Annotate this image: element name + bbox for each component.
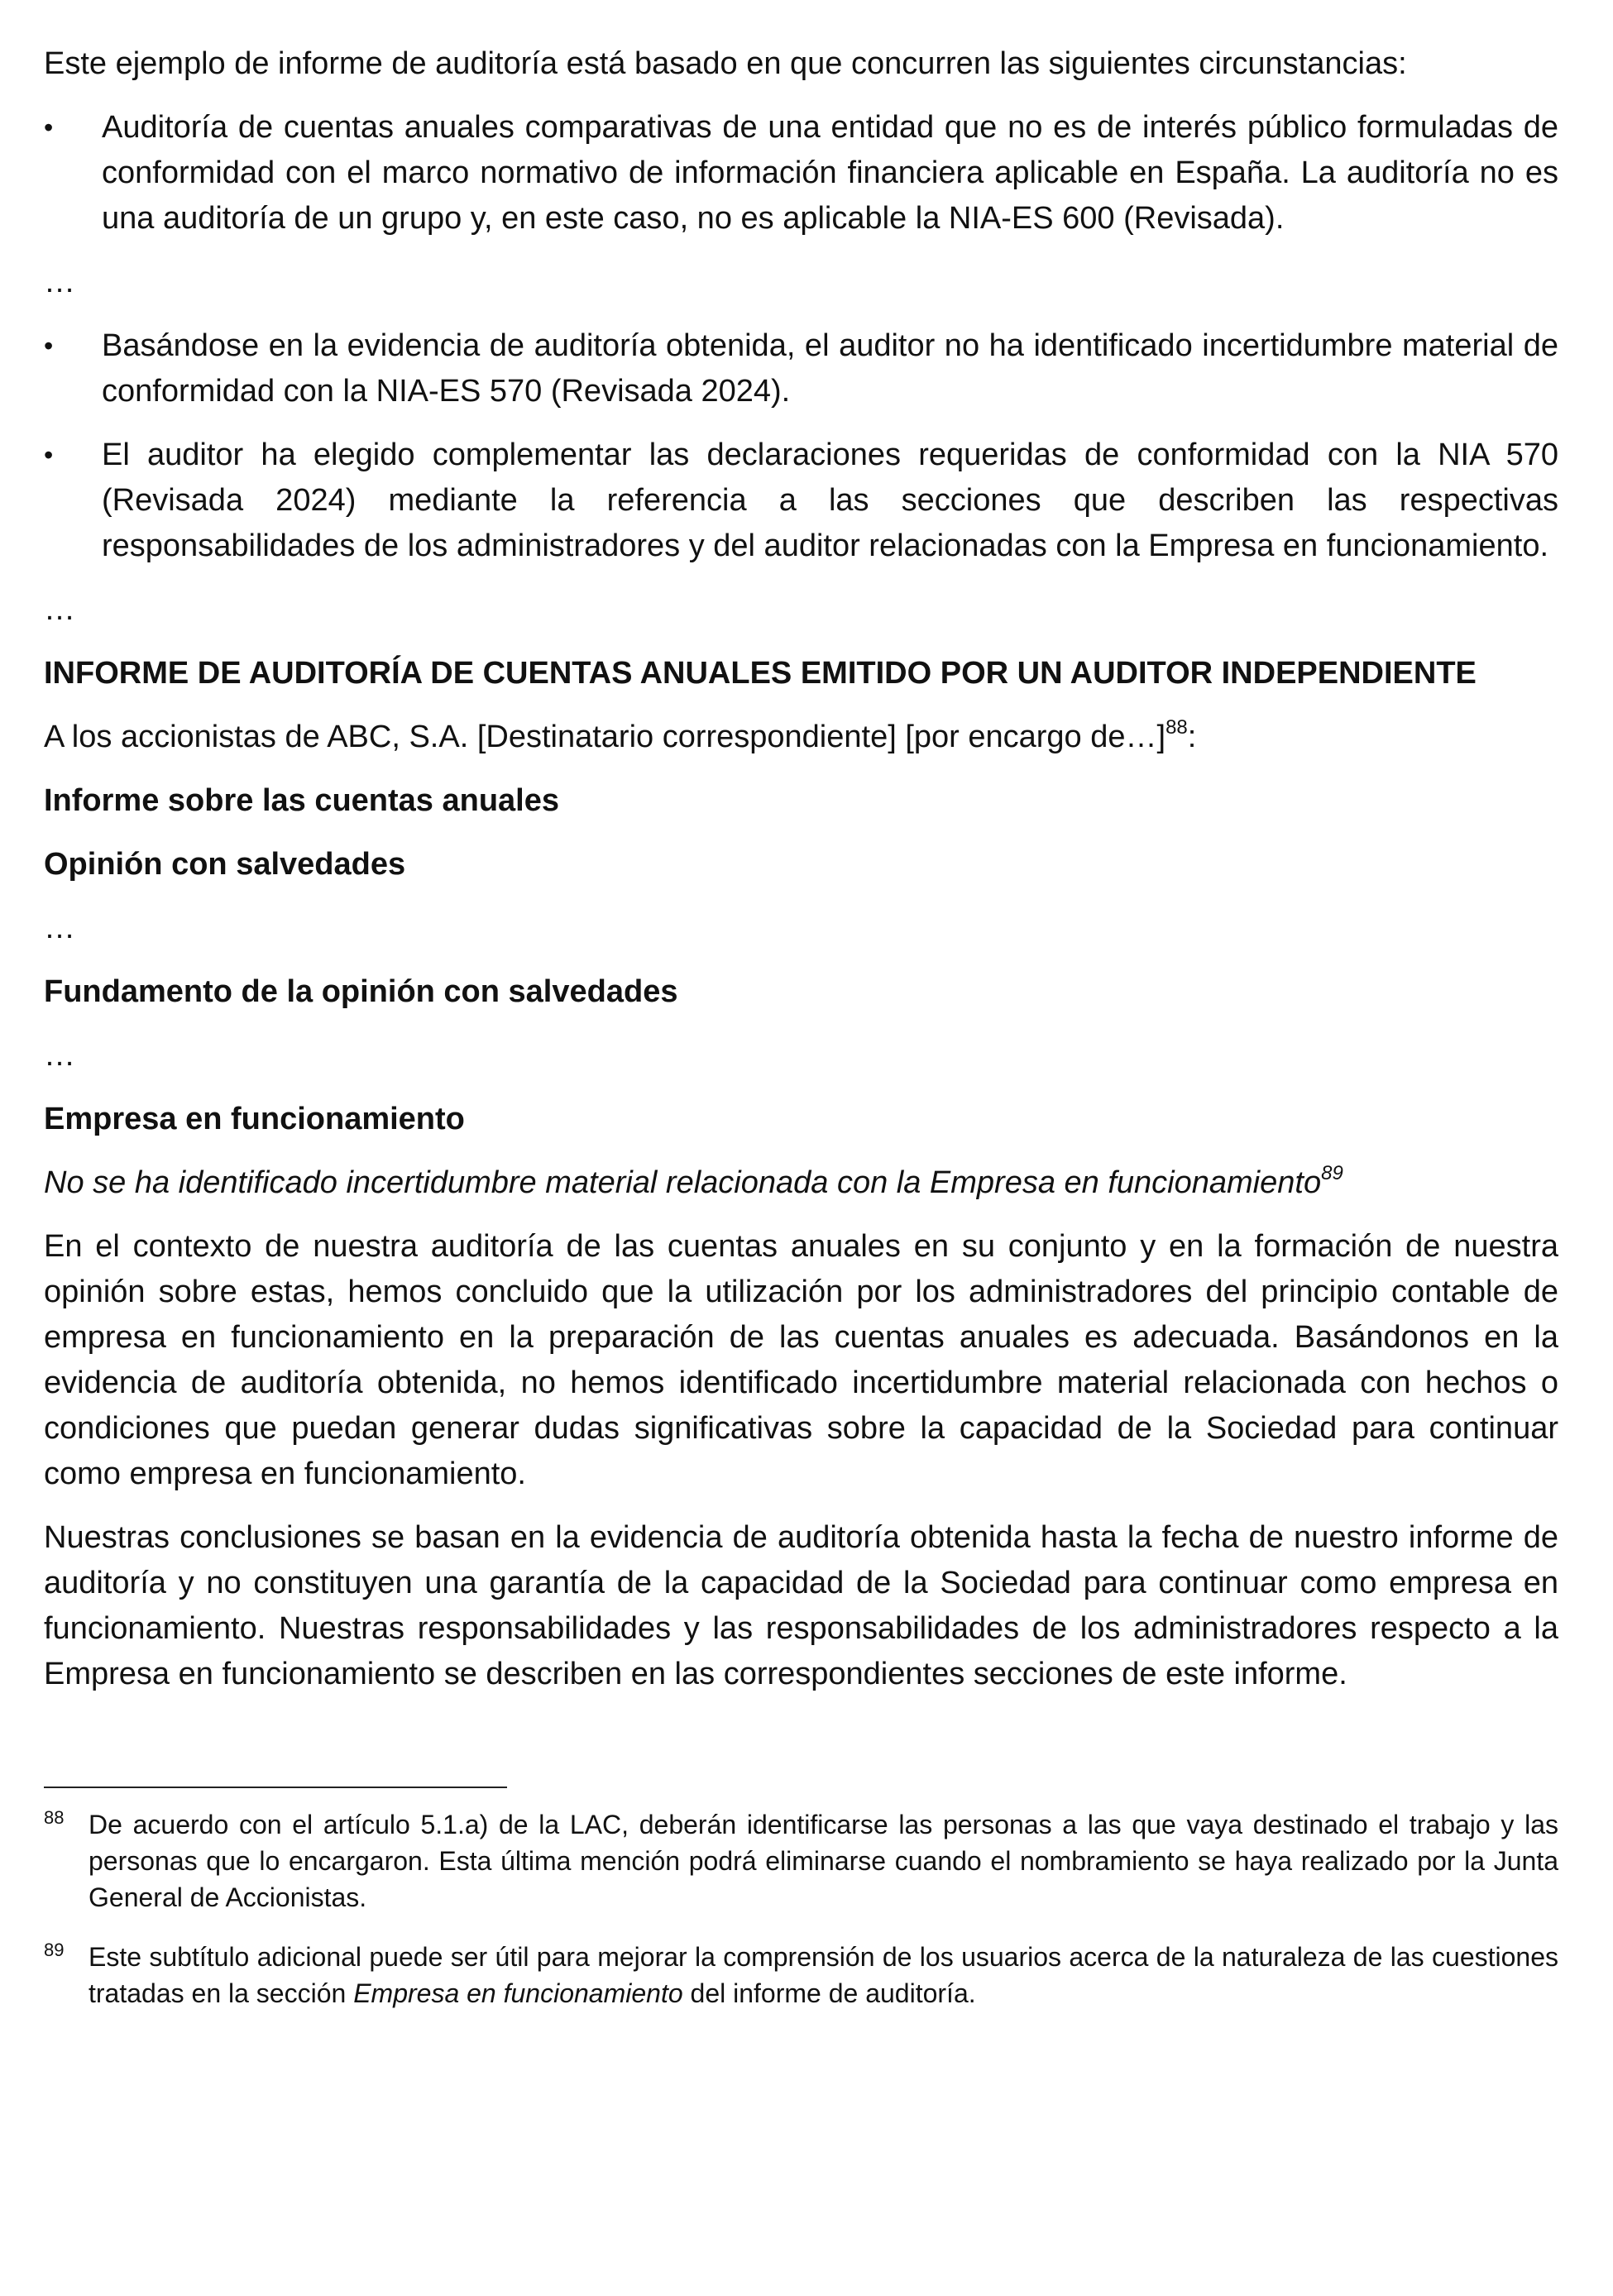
footnote-separator	[44, 1787, 507, 1788]
bullet-item: • Auditoría de cuentas anuales comparativas de una entidad que no es de interés público formuladas de conformidad con el marco normativo de información financiera aplicable en España. La auditoría no es una auditoría de un grupo y, en este caso, no es aplicable la NIA-ES 600 (Revisada).	[44, 105, 1558, 242]
recipient-suffix: :	[1187, 720, 1197, 754]
subtitle-text: No se ha identificado incertidumbre material relacionada con la Empresa en funcionamiento	[44, 1165, 1322, 1200]
recipient-line	[44, 715, 1558, 760]
ellipsis: …	[44, 1038, 75, 1073]
footnote-text-after: del informe de auditoría.	[682, 1978, 976, 2008]
recipient-text: A los accionistas de ABC, S.A. [Destinatario correspondiente] [por encargo de…]	[44, 720, 1166, 754]
footnote-ref-88[interactable]: 88	[1165, 716, 1188, 739]
body-paragraph: Nuestras conclusiones se basan en la evidencia de auditoría obtenida hasta la fecha de nuestro informe de auditoría y no constituyen una garantía de la capacidad de la Sociedad para continuar como empresa en funcionamiento. Nuestras responsabilidades y las responsabilidades de los administradores respecto a la Empresa en funcionamiento se describen en las correspondientes secciones de este informe.	[44, 1520, 1558, 1691]
footnote-number: 89	[44, 1940, 65, 1960]
heading-empresa: Empresa en funcionamiento	[44, 1102, 465, 1136]
body-paragraph: En el contexto de nuestra auditoría de las cuentas anuales en su conjunto y en la formación de nuestra opinión sobre estas, hemos concluido que la utilización por los administradores del principio contable de empresa en funcionamiento en la preparación de las cuentas anuales es adecuada. Basándonos en la evidencia de auditoría obtenida, no hemos identificado incertidumbre material relacionada con hechos o condiciones que puedan generar dudas significativas sobre la capacidad de la Sociedad para continuar como empresa en funcionamiento.	[44, 1229, 1558, 1491]
footnote-88	[44, 1806, 1558, 1916]
ellipsis: …	[44, 265, 75, 299]
footnote-number: 88	[44, 1807, 65, 1828]
intro-text: Este ejemplo de informe de auditoría está basado en que concurren las siguientes circunstancias:	[44, 46, 1407, 81]
report-title: INFORME DE AUDITORÍA DE CUENTAS ANUALES EMITIDO POR UN AUDITOR INDEPENDIENTE	[44, 656, 1477, 691]
footnote-text-italic: Empresa en funcionamiento	[353, 1978, 683, 2008]
heading-opinion: Opinión con salvedades	[44, 847, 406, 882]
ellipsis: …	[44, 911, 75, 945]
heading-fundamento: Fundamento de la opinión con salvedades	[44, 974, 678, 1009]
footnote-ref-89[interactable]: 89	[1321, 1162, 1343, 1185]
footnote-text: De acuerdo con el artículo 5.1.a) de la LAC, deberán identificarse las personas a las que vaya destinado el trabajo y las personas que lo encargaron. Esta última mención podrá eliminarse cuando el nombramiento se haya realizado por la Junta General de Accionistas.	[89, 1810, 1558, 1912]
circumstances-list-b	[44, 323, 1558, 569]
heading-informe: Informe sobre las cuentas anuales	[44, 783, 560, 818]
ellipsis: …	[44, 592, 75, 627]
subtitle-line	[44, 1160, 1558, 1206]
footnote-text-before: Este subtítulo adicional puede ser útil para mejorar la comprensión de los usuarios acerca de la naturaleza de las cuestiones tratadas en la sección	[89, 1942, 1558, 2008]
bullet-item: • Basándose en la evidencia de auditoría obtenida, el auditor no ha identificado incertidumbre material de conformidad con la NIA-ES 570 (Revisada 2024).	[44, 323, 1558, 414]
bullet-item: • El auditor ha elegido complementar las declaraciones requeridas de conformidad con la NIA 570 (Revisada 2024) mediante la referencia a las secciones que describen las respectivas responsabilidades de los administradores y del auditor relacionadas con la Empresa en funcionamiento.	[44, 433, 1558, 569]
footnote-89	[44, 1939, 1558, 2011]
circumstances-list-a	[44, 105, 1558, 242]
